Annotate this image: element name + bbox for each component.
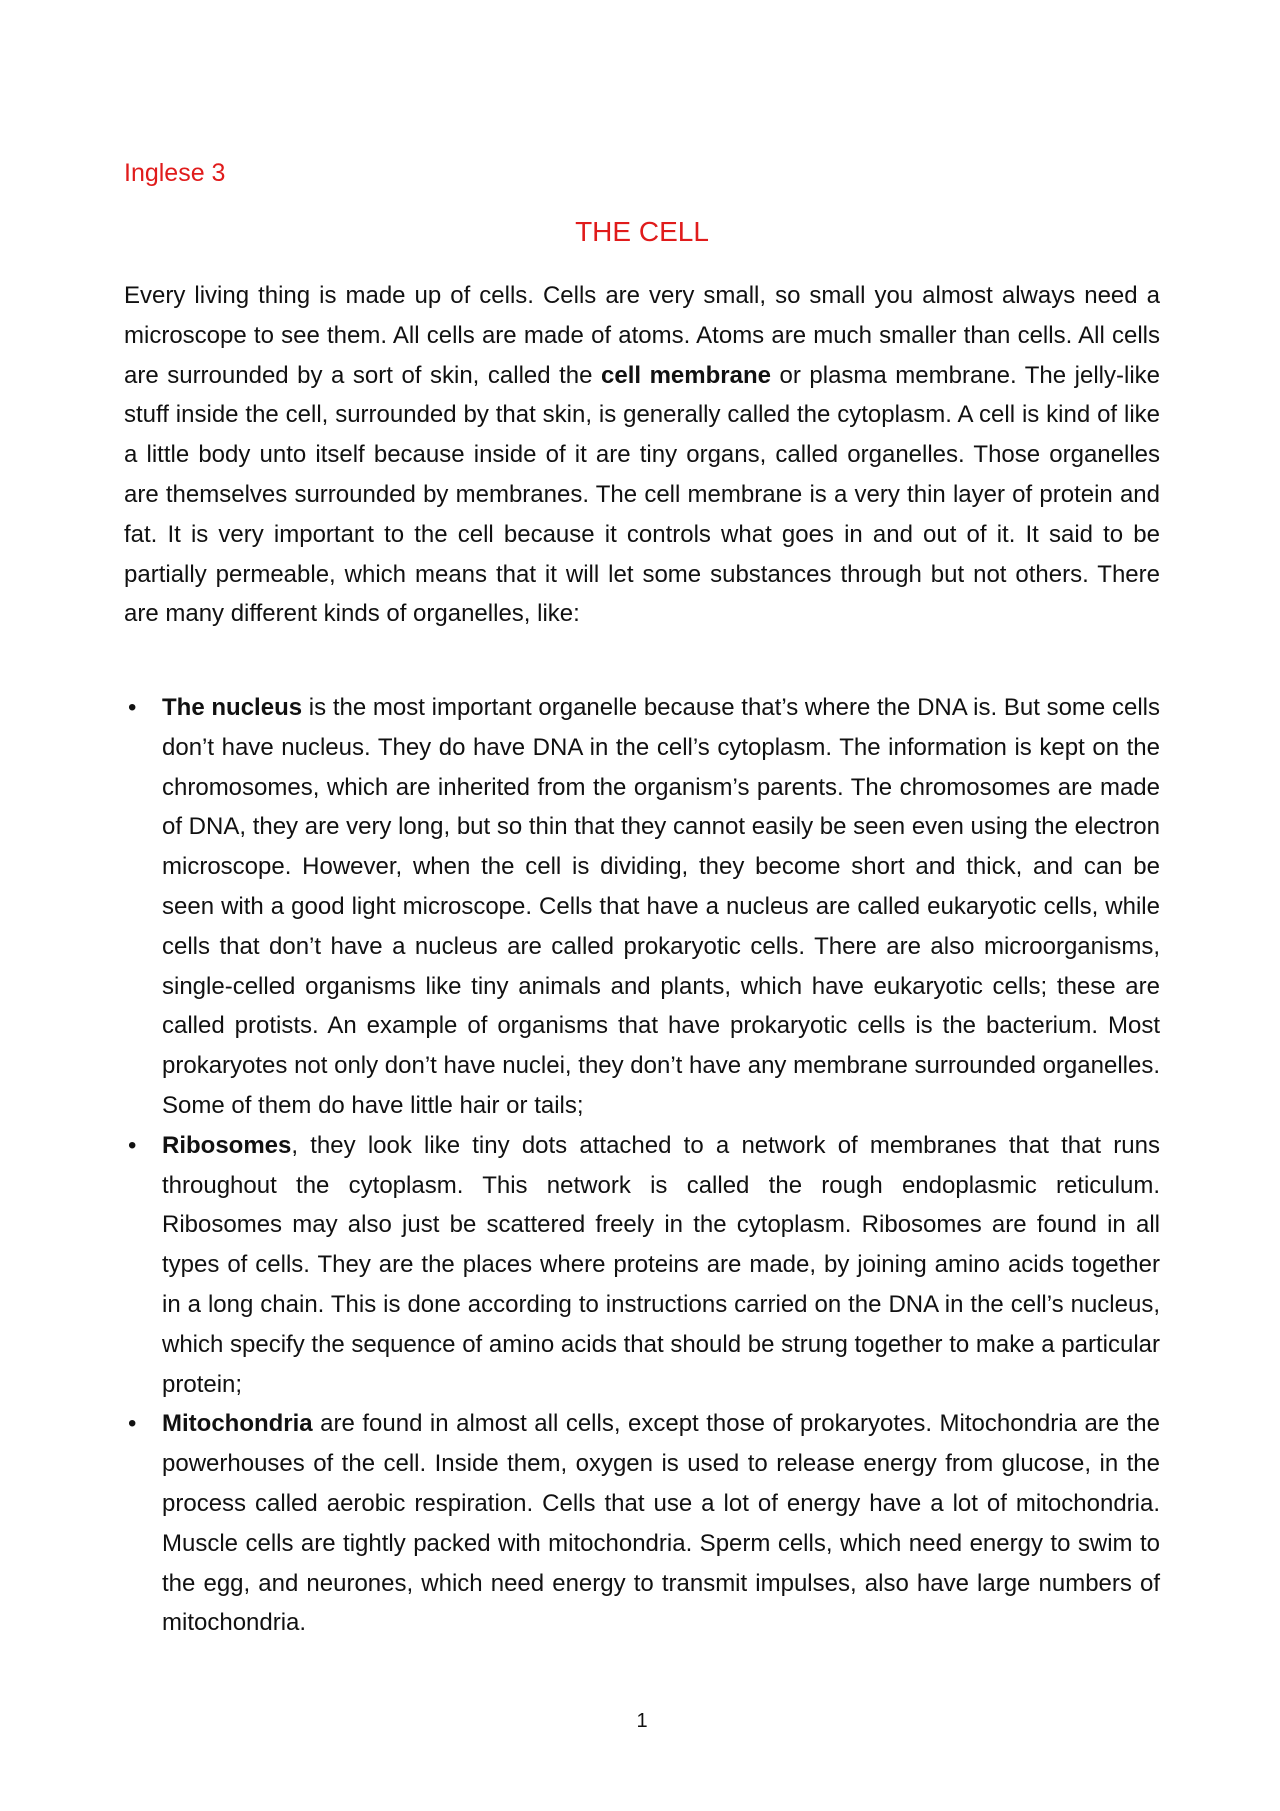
bullet-icon: • [128,1131,137,1159]
cell-membrane-term: cell membrane [601,361,771,389]
bullet-icon: • [128,1410,137,1438]
organelles-list [124,688,1160,1643]
ribosomes-description: , they look like tiny dots attached to a network of membranes that that runs throughout the cytoplasm. This network is called the rough endoplasmic reticulum. Ribosomes may also just be scattered freely in the cytoplasm. Ribosomes are found in all types of cells. They are the places where proteins are made, by joining amino acids together in a long chain. This is done according to instructions carried on the DNA in the cell’s nucleus, which specify the sequence of amino acids that should be strung together to make a particular protein; [162,1131,1160,1398]
list-item-mitochondria [124,1404,1160,1643]
nucleus-description: is the most important organelle because that’s where the DNA is. But some cells don’t have nucleus. They do have DNA in the cell’s cytoplasm. The information is kept on the chromosomes, which are inherited from the organism’s parents. The chromosomes are made of DNA, they are very long, but so thin that they cannot easily be seen even using the electron microscope. However, when the cell is dividing, they become short and thick, and can be seen with a good light microscope. Cells that have a nucleus are called eukaryotic cells, while cells that don’t have a nucleus are called prokaryotic cells. There are also microorganisms, single-celled organisms like tiny animals and plants, which have eukaryotic cells; these are called protists. An example of organisms that have prokaryotic cells is the bacterium. Most prokaryotes not only don’t have nuclei, they don’t have any membrane surrounded organelles. Some of them do have little hair or tails; [162,694,1160,1119]
intro-text-part1: Every living thing is made up of cells. Cells are very small, so small you almost always need a microscope to see them. All cells are made of atoms. Atoms are much smaller than cells. All cells are surrounded by a sort of skin, called the [124,282,1160,389]
intro-paragraph [124,276,1160,634]
nucleus-term: The nucleus [162,694,303,721]
document-title: THE CELL [575,216,709,247]
mitochondria-term: Mitochondria [162,1410,313,1438]
page-number: 1 [636,1710,648,1732]
course-label: Inglese 3 [124,159,226,187]
intro-text-part2: or plasma membrane. The jelly-like stuff inside the cell, surrounded by that skin, is generally called the cytoplasm. A cell is kind of like a little body unto itself because inside of it are tiny organs, called organelles. Those organelles are themselves surrounded by membranes. The cell membrane is a very thin layer of protein and fat. It is very important to the cell because it controls what goes in and out of it. It said to be partially permeable, which means that it will let some substances through but not others. There are many different kinds of organelles, like: [124,361,1160,628]
list-item-nucleus [124,688,1160,1126]
mitochondria-description: are found in almost all cells, except those of prokaryotes. Mitochondria are the powerhouses of the cell. Inside them, oxygen is used to release energy from glucose, in the process called aerobic respiration. Cells that use a lot of energy have a lot of mitochondria. Muscle cells are tightly packed with mitochondria. Sperm cells, which need energy to swim to the egg, and neurones, which need energy to transmit impulses, also have large numbers of mitochondria. [162,1410,1160,1637]
bullet-icon: • [128,694,137,721]
list-item-ribosomes [124,1126,1160,1405]
ribosomes-term: Ribosomes [162,1131,292,1159]
